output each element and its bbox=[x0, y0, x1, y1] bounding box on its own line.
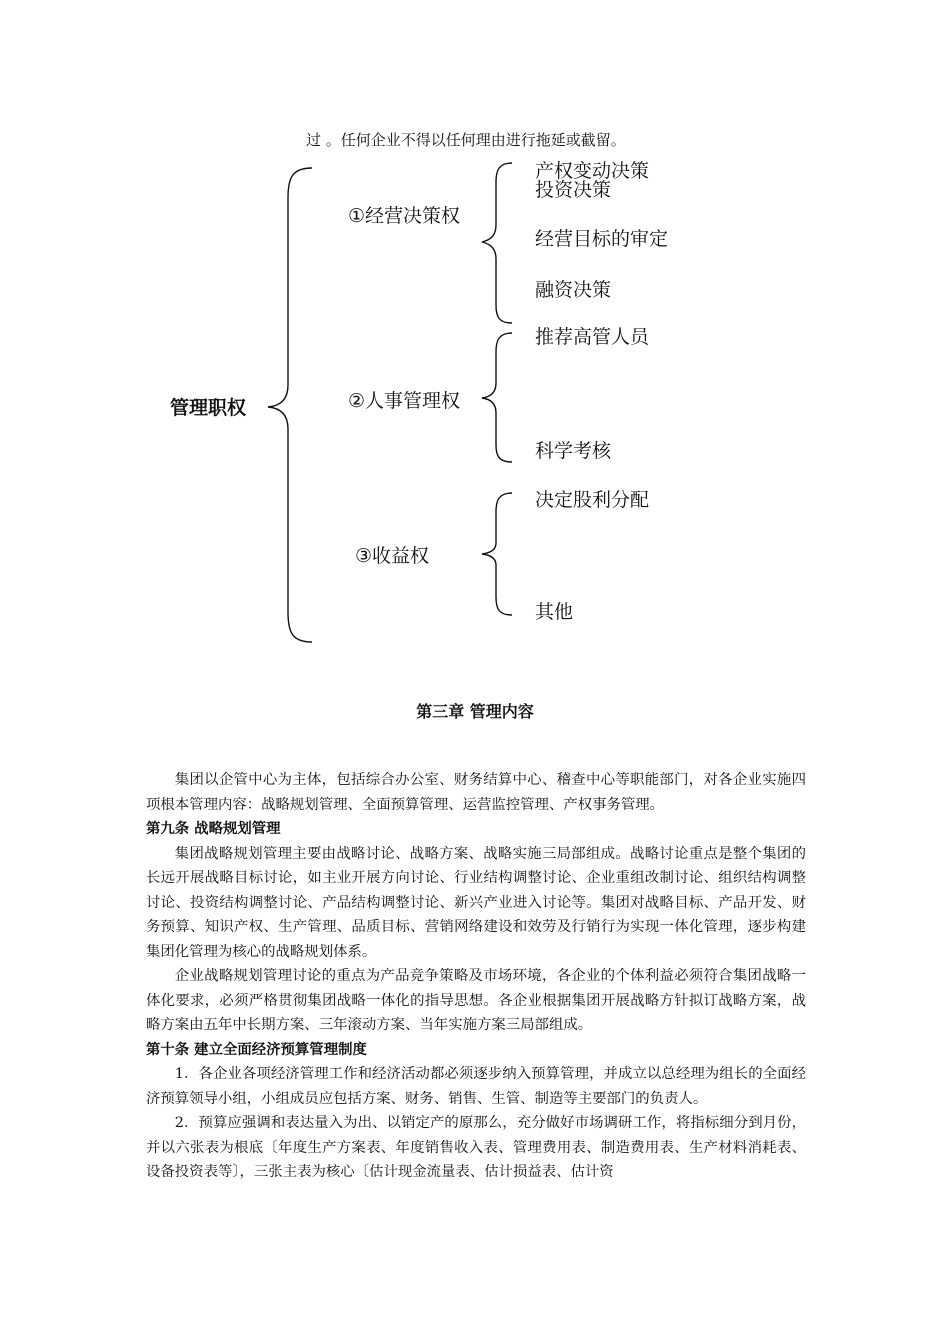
branch-label-1: ①经营决策权 bbox=[348, 205, 461, 227]
continuation-text: 过 。任何企业不得以任何理由进行拖延或截留。 bbox=[306, 131, 626, 149]
article-9-paragraph: 企业战略规划管理讨论的重点为产品竞争策略及市场环境，各企业的个体利益必须符合集团战略一体化要求，必须严格贯彻集团战略一体化的指导思想。各企业根据集团开展战略方针拟订战略方案，战略方案由五年中长期方案、三年滚动方案、当年实施方案三局部组成。 bbox=[146, 968, 806, 1033]
branch1-brace bbox=[482, 163, 512, 323]
leaf-item: 投资决策 bbox=[535, 179, 612, 201]
leaf-item: 融资决策 bbox=[535, 279, 612, 301]
article-10-paragraph: 2．预算应强调和表达量入为出、以销定产的原那么，充分做好市场调研工作，将指标细分到月份，并以六张表为根底〔年度生产方案表、年度销售收入表、管理费用表、制造费用表、生产材料消耗表、设备投资表等〕，三张主表为核心〔估计现金流量表、估计损益表、估计资 bbox=[146, 1115, 806, 1180]
root-brace bbox=[268, 168, 312, 642]
branch3-brace bbox=[482, 493, 512, 615]
leaf-item: 其他 bbox=[535, 601, 574, 623]
intro-paragraph: 集团以企管中心为主体，包括综合办公室、财务结算中心、稽查中心等职能部门，对各企业实施四项根本管理内容：战略规划管理、全面预算管理、运营监控管理、产权事务管理。 bbox=[146, 772, 806, 813]
body-text bbox=[146, 768, 806, 1185]
leaf-item: 决定股利分配 bbox=[535, 489, 650, 511]
branch-label-2: ②人事管理权 bbox=[348, 390, 461, 412]
article-10-heading: 第十条 建立全面经济预算管理制度 bbox=[146, 1041, 367, 1058]
article-9-heading: 第九条 战略规划管理 bbox=[146, 821, 281, 837]
leaf-item: 经营目标的审定 bbox=[535, 228, 669, 250]
leaf-item: 产权变动决策 bbox=[535, 160, 650, 182]
diagram-root-label: 管理职权 bbox=[170, 397, 247, 419]
leaf-item: 推荐高管人员 bbox=[535, 326, 650, 348]
leaf-item: 科学考核 bbox=[535, 440, 612, 462]
article-9-paragraph: 集团战略规划管理主要由战略讨论、战略方案、战略实施三局部组成。战略讨论重点是整个集团的长远开展战略目标讨论，如主业开展方向讨论、行业结构调整讨论、企业重组改制讨论、组织结构调整讨论、投资结构调整讨论、产品结构调整讨论、新兴产业进入讨论等。集团对战略目标、产品开发、财务预算、知识产权、生产管理、品质目标、营销网络建设和效劳及行销行为实现一体化管理，逐步构建集团化管理为核心的战略规划体系。 bbox=[146, 845, 806, 960]
branch-label-3: ③收益权 bbox=[355, 545, 430, 567]
article-10-paragraph: 1．各企业各项经济管理工作和经济活动都必须逐步纳入预算管理，并成立以总经理为组长的全面经济预算领导小组，小组成员应包括方案、财务、销售、生管、制造等主要部门的负责人。 bbox=[146, 1066, 806, 1107]
chapter-title: 第三章 管理内容 bbox=[416, 702, 534, 721]
branch2-brace bbox=[482, 333, 512, 462]
